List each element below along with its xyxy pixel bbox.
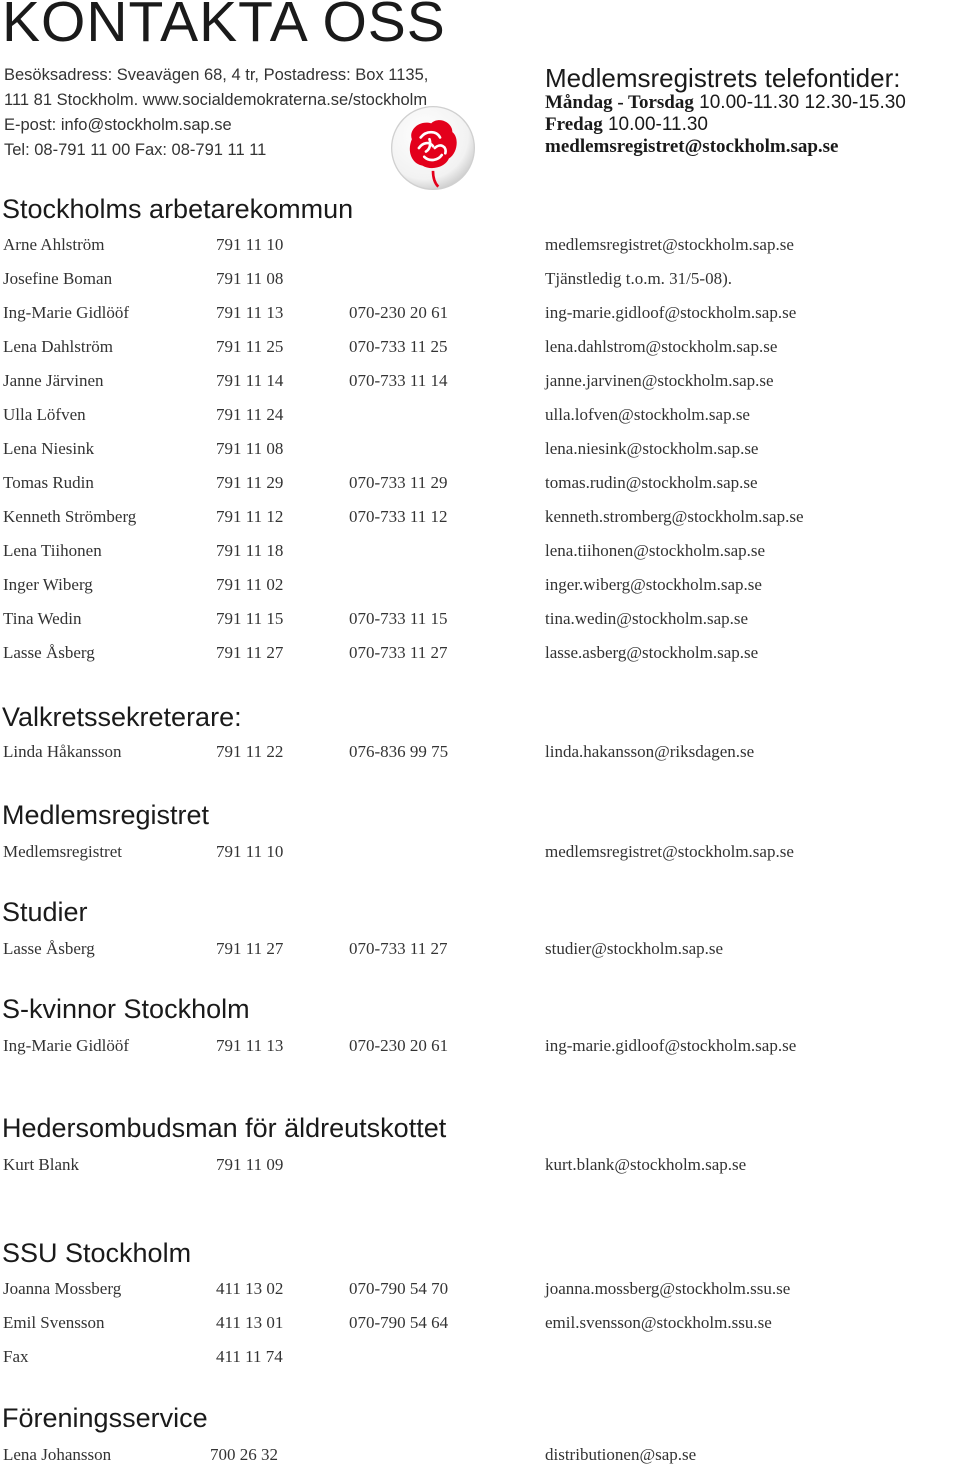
contact-row: [0, 1344, 960, 1370]
contact-row: [0, 368, 960, 394]
contact-row: [0, 1152, 960, 1178]
contact-phone: 791 11 24: [216, 405, 284, 424]
contact-mobile: 076-836 99 75: [349, 742, 449, 761]
contact-row: [0, 334, 960, 360]
contact-email[interactable]: emil.svensson@stockholm.ssu.se: [545, 1313, 772, 1332]
contact-name: Ing-Marie Gidlööf: [3, 1036, 130, 1055]
section-title: Valkretssekreterare:: [2, 702, 242, 732]
contact-email[interactable]: kurt.blank@stockholm.sap.se: [545, 1155, 747, 1174]
contact-phone: 411 13 01: [216, 1313, 284, 1332]
contact-phone: 791 11 08: [216, 439, 284, 458]
contact-mobile: 070-733 11 15: [349, 609, 448, 628]
contact-email[interactable]: lasse.asberg@stockholm.sap.se: [545, 643, 759, 662]
contact-mobile: 070-230 20 61: [349, 1036, 449, 1055]
contact-name: Janne Järvinen: [3, 371, 104, 390]
contact-phone: 791 11 22: [216, 742, 284, 761]
contact-email[interactable]: medlemsregistret@stockholm.sap.se: [545, 235, 794, 254]
contact-name: Kurt Blank: [3, 1155, 80, 1174]
contact-phone: 700 26 32: [210, 1445, 278, 1464]
contact-row: [0, 1442, 960, 1468]
contact-phone: 791 11 27: [216, 643, 284, 662]
contact-email[interactable]: lena.tiihonen@stockholm.sap.se: [545, 541, 766, 560]
address-line: Tel: 08-791 11 00 Fax: 08-791 11 11: [4, 141, 267, 159]
contact-phone: 791 11 10: [216, 235, 284, 254]
contact-mobile: 070-790 54 70: [349, 1279, 449, 1298]
contact-email[interactable]: tomas.rudin@stockholm.sap.se: [545, 473, 758, 492]
hours-friday: [545, 114, 906, 136]
hours-friday-times: 10.00-11.30: [602, 114, 708, 135]
contact-row: [0, 572, 960, 598]
contact-name: Lasse Åsberg: [3, 643, 95, 662]
contact-name: Lena Dahlström: [3, 337, 113, 356]
section-title: S-kvinnor Stockholm: [2, 994, 250, 1024]
contact-name: Tina Wedin: [3, 609, 82, 628]
contact-email[interactable]: janne.jarvinen@stockholm.sap.se: [545, 371, 774, 390]
contact-email[interactable]: distributionen@sap.se: [545, 1445, 697, 1464]
contact-name: Lena Niesink: [3, 439, 95, 458]
contact-email[interactable]: ing-marie.gidloof@stockholm.sap.se: [545, 303, 797, 322]
address-line: Besöksadress: Sveavägen 68, 4 tr, Postadress: Box 1135,: [4, 66, 429, 84]
contact-name: Ing-Marie Gidlööf: [3, 303, 130, 322]
hours-title: Medlemsregistrets telefontider:: [545, 63, 901, 93]
contact-phone: 791 11 15: [216, 609, 284, 628]
contact-email: Tjänstledig t.o.m. 31/5-08).: [545, 269, 732, 288]
contact-row: [0, 640, 960, 666]
contact-name: Lasse Åsberg: [3, 939, 95, 958]
address-block: [4, 63, 428, 163]
contact-email[interactable]: ulla.lofven@stockholm.sap.se: [545, 405, 750, 424]
contact-row: [0, 232, 960, 258]
hours-weekday-label: Måndag - Torsdag: [545, 92, 694, 113]
contact-name: Arne Ahlström: [3, 235, 105, 254]
contact-row: [0, 470, 960, 496]
address-line: E-post: info@stockholm.sap.se: [4, 116, 232, 134]
section-title: Medlemsregistret: [2, 800, 210, 830]
contact-email[interactable]: studier@stockholm.sap.se: [545, 939, 724, 958]
section-title: SSU Stockholm: [2, 1238, 192, 1268]
contact-name: Emil Svensson: [3, 1313, 105, 1332]
contact-mobile: 070-790 54 64: [349, 1313, 449, 1332]
red-rose-logo-icon: [389, 104, 477, 192]
contact-name: Medlemsregistret: [3, 842, 122, 861]
contact-phone: 791 11 08: [216, 269, 284, 288]
contact-row: [0, 739, 960, 765]
contact-phone: 791 11 12: [216, 507, 284, 526]
contact-row: [0, 266, 960, 292]
contact-row: [0, 300, 960, 326]
section-title: Studier: [2, 897, 88, 927]
contact-row: [0, 436, 960, 462]
contact-name: Linda Håkansson: [3, 742, 122, 761]
contact-phone: 791 11 18: [216, 541, 284, 560]
contact-email[interactable]: ing-marie.gidloof@stockholm.sap.se: [545, 1036, 797, 1055]
page-title: KONTAKTA OSS: [2, 0, 446, 54]
contact-email[interactable]: joanna.mossberg@stockholm.ssu.se: [545, 1279, 791, 1298]
hours-weekday-times: 10.00-11.30 12.30-15.30: [693, 92, 906, 113]
contact-row: [0, 538, 960, 564]
contact-phone: 411 11 74: [216, 1347, 283, 1366]
contact-phone: 791 11 13: [216, 303, 284, 322]
contact-phone: 791 11 10: [216, 842, 284, 861]
contact-row: [0, 839, 960, 865]
contact-phone: 791 11 27: [216, 939, 284, 958]
section-title: Föreningsservice: [2, 1403, 208, 1433]
contact-row: [0, 1310, 960, 1336]
contact-name: Lena Tiihonen: [3, 541, 102, 560]
address-line: 111 81 Stockholm. www.socialdemokraterna.se/stockholm: [4, 91, 428, 109]
section-title: Stockholms arbetarekommun: [2, 194, 354, 224]
contact-email[interactable]: lena.dahlstrom@stockholm.sap.se: [545, 337, 778, 356]
contact-phone: 791 11 09: [216, 1155, 284, 1174]
contact-email[interactable]: kenneth.stromberg@stockholm.sap.se: [545, 507, 804, 526]
contact-name: Inger Wiberg: [3, 575, 93, 594]
contact-mobile: 070-733 11 29: [349, 473, 448, 492]
member-registry-hours: [545, 64, 906, 158]
contact-email[interactable]: inger.wiberg@stockholm.sap.se: [545, 575, 762, 594]
contact-mobile: 070-733 11 14: [349, 371, 448, 390]
contact-row: [0, 1033, 960, 1059]
contact-row: [0, 402, 960, 428]
contact-email[interactable]: linda.hakansson@riksdagen.se: [545, 742, 755, 761]
hours-weekday: [545, 92, 906, 114]
contact-email[interactable]: medlemsregistret@stockholm.sap.se: [545, 842, 794, 861]
contact-phone: 411 13 02: [216, 1279, 284, 1298]
hours-friday-label: Fredag: [545, 114, 603, 135]
contact-name: Josefine Boman: [3, 269, 113, 288]
contact-name: Joanna Mossberg: [3, 1279, 122, 1298]
contact-phone: 791 11 13: [216, 1036, 284, 1055]
contact-phone: 791 11 29: [216, 473, 284, 492]
contact-mobile: 070-733 11 27: [349, 643, 448, 662]
hours-email[interactable]: medlemsregistret@stockholm.sap.se: [545, 136, 839, 157]
contact-phone: 791 11 02: [216, 575, 284, 594]
contact-row: [0, 1276, 960, 1302]
contact-row: [0, 606, 960, 632]
contact-phone: 791 11 25: [216, 337, 284, 356]
contact-phone: 791 11 14: [216, 371, 284, 390]
contact-name: Ulla Löfven: [3, 405, 86, 424]
contact-name: Fax: [3, 1347, 29, 1366]
contact-row: [0, 504, 960, 530]
contact-name: Lena Johansson: [3, 1445, 112, 1464]
contact-mobile: 070-733 11 25: [349, 337, 448, 356]
contact-mobile: 070-230 20 61: [349, 303, 449, 322]
contact-email[interactable]: tina.wedin@stockholm.sap.se: [545, 609, 749, 628]
contact-email[interactable]: lena.niesink@stockholm.sap.se: [545, 439, 759, 458]
contact-name: Tomas Rudin: [3, 473, 94, 492]
contact-row: [0, 936, 960, 962]
section-title: Hedersombudsman för äldreutskottet: [2, 1113, 447, 1143]
contact-mobile: 070-733 11 12: [349, 507, 448, 526]
contact-mobile: 070-733 11 27: [349, 939, 448, 958]
hours-email-line: [545, 136, 906, 158]
contact-name: Kenneth Strömberg: [3, 507, 137, 526]
